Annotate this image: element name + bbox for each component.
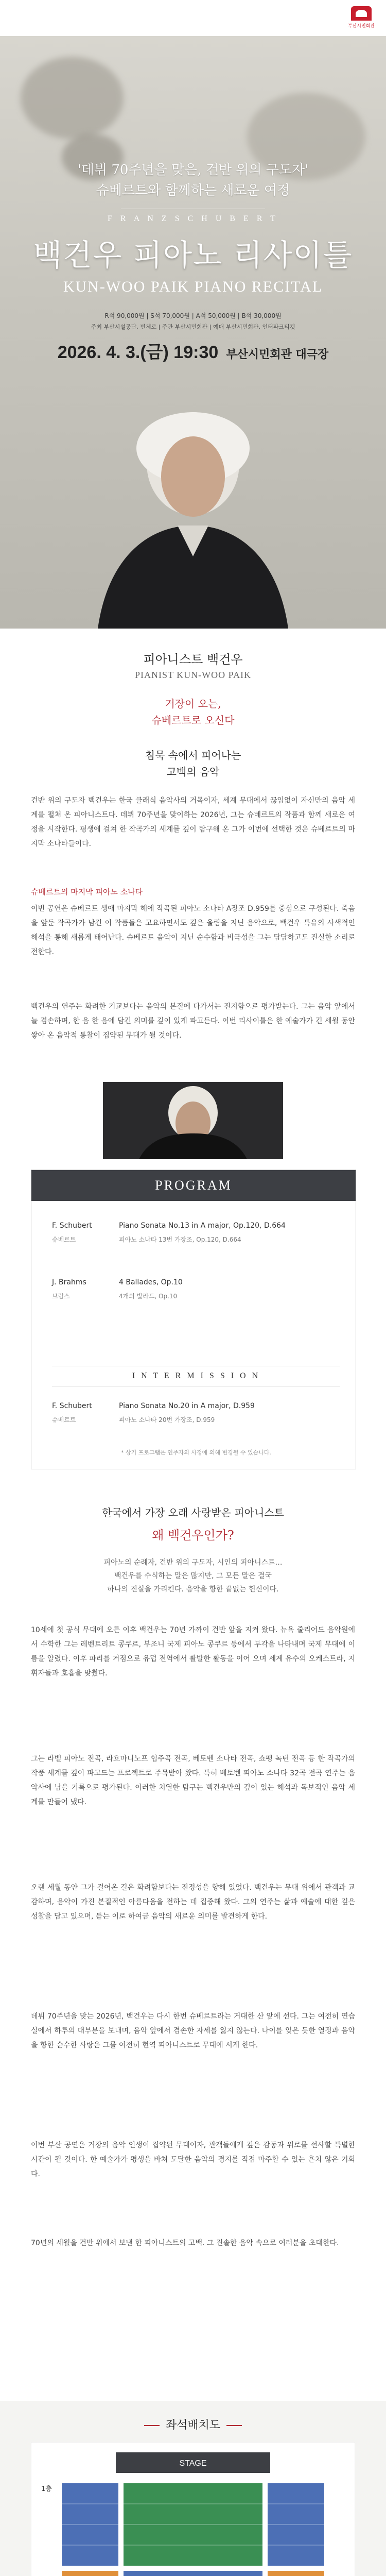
hero-quote [0, 160, 386, 201]
intro-heading-1-line-1: 거장이 오는, [165, 698, 221, 710]
intro-heading-2 [0, 747, 386, 780]
intro-caption: 슈베르트의 마지막 피아노 소나타 [31, 887, 143, 896]
program-work-kr: 피아노 소나타 13번 가장조, Op.120, D.664 [119, 1236, 241, 1243]
program-header: PROGRAM [31, 1170, 356, 1201]
intro-section [0, 629, 386, 1170]
hero-title-en: KUN-WOO PAIK PIANO RECITAL [63, 278, 323, 295]
logo-text: 부산시민회관 [347, 23, 375, 28]
hero-ticket-prices: R석 90,000원 | S석 70,000원 | A석 50,000원 | B석 30,000원 [104, 312, 282, 319]
program-composer-kr: 슈베르트 [52, 1236, 76, 1243]
seat-map[interactable] [31, 2442, 355, 2576]
why-heading-2: 왜 백건우인가? [152, 1528, 234, 1543]
why-heading-1: 한국에서 가장 오래 사랑받은 피아니스트 [102, 1506, 284, 1519]
pianist-photo [62, 386, 324, 629]
logo[interactable] [346, 6, 377, 30]
title-dash [226, 2425, 242, 2426]
pianist-portrait [103, 1082, 283, 1159]
program-composer-kr: 슈베르트 [52, 1416, 76, 1423]
seat-title-text: 좌석배치도 [165, 2419, 221, 2432]
hero-title-kr: 백건우 피아노 리사이틀 [33, 238, 353, 273]
program-work: Piano Sonata No.13 in A major, Op.120, D.664 [119, 1222, 286, 1230]
why-lead: 피아노의 순례자, 건반 위의 구도자, 시인의 피아니스트… 백건우를 수식하는 말은 많지만, 그 모든 말은 결국 하나의 진실을 가리킨다. 음악을 향한 끝없는 헌신이다. [103, 1558, 283, 1594]
intro-paragraph-1: 건반 위의 구도자 백건우는 한국 클래식 음악사의 거목이자, 세계 무대에서 끊임없이 자신만의 음악 세계를 펼쳐 온 피아니스트다. 데뷔 70주년을 맞이하는 2026년, 그는 슈베르트의 작품과 함께 새로운 여정을 시작한다. 평생에 걸쳐 한 작곡가의 세계를 깊이 탐구해 온 그가 이번에 선택한 것은 슈베르트의 마지막 소나타들이다. [31, 796, 355, 848]
program-composer: J. Brahms [52, 1278, 86, 1286]
why-paragraph-2: 그는 라벨 피아노 전곡, 라흐마니노프 협주곡 전곡, 베토벤 소나타 전곡, 쇼팽 녹턴 전곡 등 한 작곡가의 작품 세계를 깊이 파고드는 프로젝트로 주목받아 왔다. 특히 베토벤 피아노 소나타 32곡 전곡 연주는 음악사에 남을 기록으로 평가된다. 이러한 치열한 탐구는 백건우만의 깊이 있는 해석과 독보적인 음악 세계를 만들어 냈다. [31, 1755, 355, 1806]
pianist-name-en: PIANIST KUN-WOO PAIK [134, 670, 251, 680]
hero-sponsors: 주최 부산시설공단, 빈체로 | 주관 부산시민회관 | 예매 부산시민회관, 인터파크티켓 [91, 324, 295, 330]
why-paragraph-3: 오랜 세월 동안 그가 걸어온 길은 화려함보다는 진정성을 향해 있었다. 백건우는 무대 위에서 관객과 교감하며, 음악이 가진 본질적인 아름다움을 전하는 데 집중해 왔다. 그의 연주는 삶과 예술에 대한 깊은 성찰을 담고 있으며, 듣는 이로 하여금 음악의 새로운 의미를 발견하게 한다. [31, 1884, 355, 1921]
seat-section [0, 2401, 386, 2576]
top-bar [0, 0, 386, 37]
hero-date: 2026. 4. 3.(금) 19:30 [57, 343, 219, 362]
intro-paragraph-3: 백건우의 연주는 화려한 기교보다는 음악의 본질에 다가서는 진지함으로 평가받는다. 그는 음악 앞에서 늘 겸손하며, 한 음 한 음에 담긴 의미를 깊이 있게 파고든다. 이번 리사이틀은 한 예술가가 긴 세월 동안 쌓아 온 음악적 통찰이 집약된 무대가 될 것이다. [31, 1003, 355, 1040]
program-box [31, 1170, 356, 1469]
ink-splash [21, 57, 124, 139]
title-dash [144, 2425, 160, 2426]
seat-title [0, 2416, 386, 2432]
program-intermission: I N T E R M I S S I O N [52, 1366, 340, 1386]
intro-heading-2-line-1: 침묵 속에서 피어나는 [145, 749, 241, 761]
program-composer-kr: 브람스 [52, 1293, 70, 1300]
intro-heading-1 [0, 696, 386, 728]
why-paragraph-1: 10세에 첫 공식 무대에 오른 이후 백건우는 70년 가까이 건반 앞을 지켜 왔다. 뉴욕 줄리어드 음악원에서 수학한 그는 레벤트리트 콩쿠르, 부조니 국제 피아노 콩쿠르 등에서 두각을 나타내며 국제 무대에 이름을 알렸다. 이후 파리를 거점으로 유럽 전역에서 활발한 활동을 이어 오며 세계 유수의 오케스트라, 지휘자들과 호흡을 맞췄다. [31, 1626, 355, 1677]
why-section [0, 1473, 386, 2401]
hero-quote-line-1: '데뷔 70주년을 맞은, 건반 위의 구도자' [77, 162, 309, 178]
why-paragraph-4: 데뷔 70주년을 맞는 2026년, 백건우는 다시 한번 슈베르트라는 거대한 산 앞에 선다. 그는 여전히 연습실에서 하루의 대부분을 보내며, 음악 앞에서 겸손한 자세를 잃지 않는다. 나이를 잊은 듯한 열정과 음악을 향한 순수한 사랑은 그를 여전히 현역 피아니스트로 무대에 서게 한다. [31, 2012, 355, 2049]
intro-paragraph-2: 이번 공연은 슈베르트 생애 마지막 해에 작곡된 피아노 소나타 A장조 D.959를 중심으로 구성된다. 죽음을 앞둔 작곡가가 남긴 이 작품들은 고요하면서도 깊은 울림을 지닌 음악으로, 백건우 특유의 사색적인 해석을 통해 새롭게 태어난다. 슈베르트 음악이 지닌 순수함과 비극성을 그는 담담하고도 진실한 소리로 전한다. [31, 905, 355, 956]
why-paragraph-6: 70년의 세월을 건반 위에서 보낸 한 피아니스트의 고백. 그 진솔한 음악 속으로 여러분을 초대한다. [31, 2239, 339, 2247]
floor-1-label: 1층 [41, 2485, 52, 2493]
program-work-kr: 피아노 소나타 20번 가장조, D.959 [119, 1416, 215, 1423]
program-composer: F. Schubert [52, 1222, 92, 1230]
logo-mark-icon [351, 6, 372, 21]
seat-block-a [62, 2571, 118, 2576]
program-composer: F. Schubert [52, 1402, 92, 1410]
program-work: Piano Sonata No.20 in A major, D.959 [119, 1402, 255, 1410]
seat-block-s [124, 2571, 262, 2576]
hero-date-venue [0, 338, 386, 363]
program-work: 4 Ballades, Op.10 [119, 1278, 183, 1286]
pianist-name-kr: 피아니스트 백건우 [143, 652, 243, 667]
hero-poster [0, 36, 386, 629]
seat-block-a [268, 2571, 324, 2576]
intro-heading-1-line-2: 슈베르트로 오신다 [151, 714, 235, 726]
hero-composer: F R A N Z S C H U B E R T [108, 214, 278, 223]
hero-quote-line-2: 슈베르트와 함께하는 새로운 여정 [96, 183, 290, 198]
program-work-kr: 4개의 발라드, Op.10 [119, 1293, 178, 1300]
stage-label: STAGE [179, 2459, 207, 2468]
why-paragraph-5: 이번 부산 공연은 거장의 음악 인생이 집약된 무대이자, 관객들에게 깊은 감동과 위로를 선사할 특별한 시간이 될 것이다. 한 예술가가 평생을 바쳐 도달한 음악의 경지를 직접 마주할 수 있는 흔치 않은 기회다. [31, 2141, 355, 2178]
intro-heading-2-line-2: 고백의 음악 [166, 766, 220, 778]
program-note: * 상기 프로그램은 연주자의 사정에 의해 변경될 수 있습니다. [121, 1449, 271, 1456]
hero-venue: 부산시민회관 대극장 [226, 348, 329, 361]
